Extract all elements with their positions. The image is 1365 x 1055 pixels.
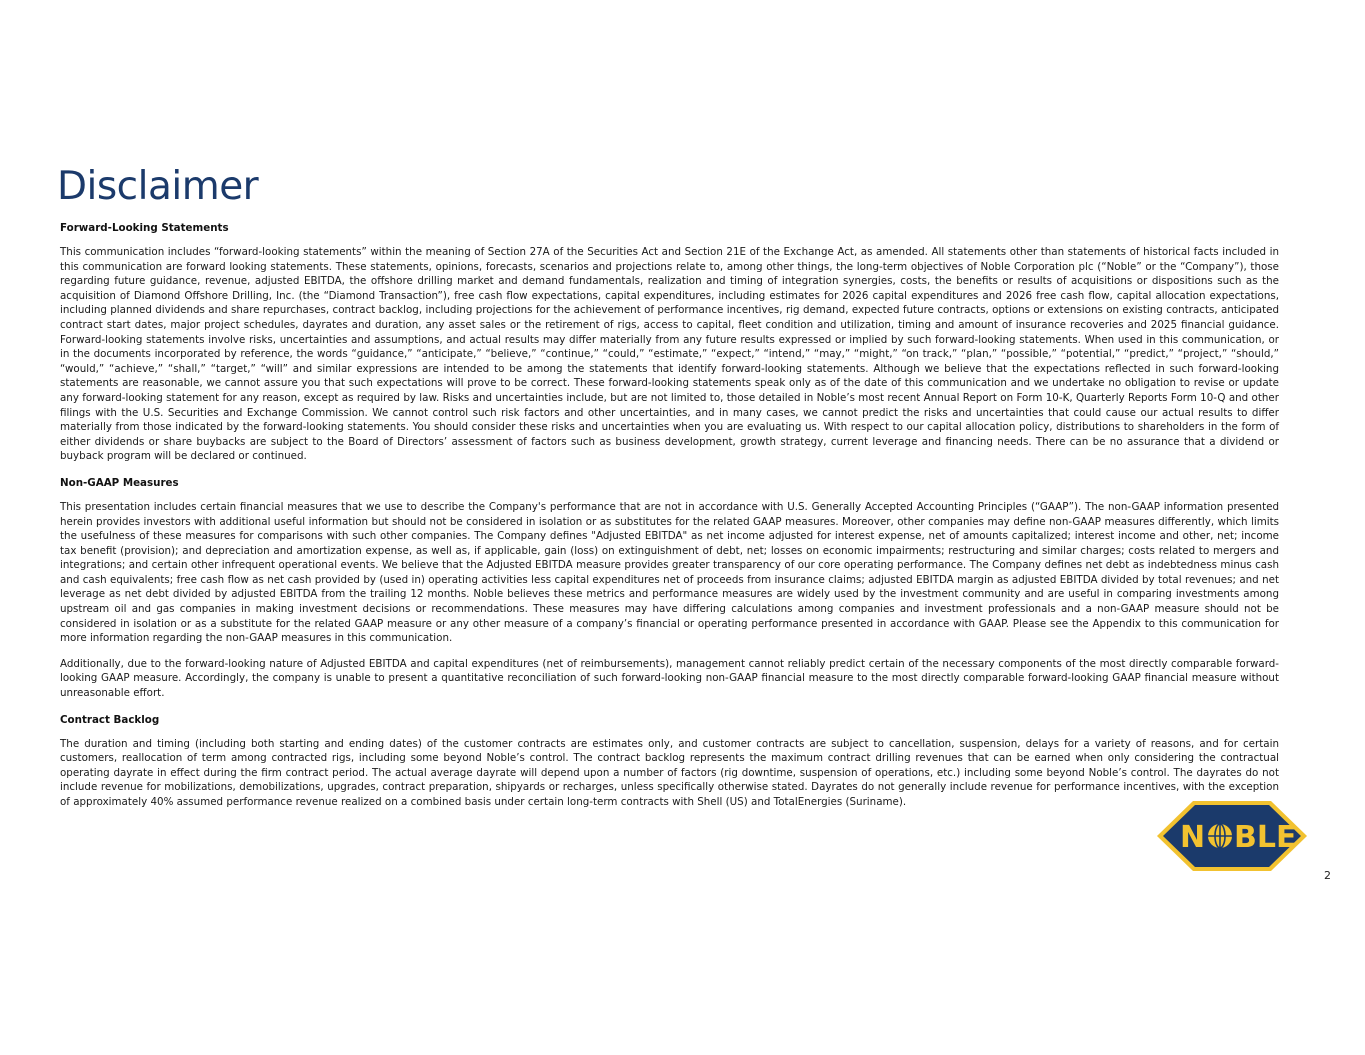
section-heading: Forward-Looking Statements [60,222,229,234]
noble-logo [1155,799,1309,873]
page-number: 2 [1324,869,1331,882]
page-title: Disclaimer [57,164,259,209]
disclaimer-body [60,221,1279,810]
section-heading: Non-GAAP Measures [60,476,179,489]
section-paragraph: Additionally, due to the forward-looking nature of Adjusted EBITDA and capital expenditures (net of reimbursements), management cannot reliably predict certain of the necessary components of the most directly comparable forward-looking GAAP measure. Accordingly, the company is unable to present a quantitative reconciliation of such forward-looking non-GAAP financial measure to the most directly comparable forward-looking GAAP financial measure without unreasonable effort. [60,657,1279,700]
section-forward-looking [60,221,1279,464]
section-non-gaap [60,476,1279,701]
section-paragraph: This presentation includes certain financial measures that we use to describe the Company's performance that are not in accordance with U.S. Generally Accepted Accounting Principles (“GAAP”). The non-GAAP information presented herein provides investors with additional useful information but should not be considered in isolation or as substitutes for the related GAAP measures. Moreover, other companies may define non-GAAP measures differently, which limits the usefulness of these measures for comparisons with such other companies. The Company defines "Adjusted EBITDA" as net income adjusted for interest expense, net of amounts capitalized; interest income and other, net; income tax benefit (provision); and depreciation and amortization expense, as well as, if applicable, gain (loss) on extinguishment of debt, net; losses on economic impairments; restructuring and similar charges; costs related to mergers and integrations; and certain other infrequent operational events. We believe that the Adjusted EBITDA measure provides greater transparency of our core operating performance. The Company defines net debt as indebtedness minus cash and cash equivalents; free cash flow as net cash provided by (used in) operating activities less capital expenditures net of proceeds from insurance claims; adjusted EBITDA margin as adjusted EBITDA divided by total revenues; and net leverage as net debt divided by adjusted EBITDA from the trailing 12 months. Noble believes these metrics and performance measures are widely used by the investment community and are useful in comparing investments among upstream oil and gas companies in making investment decisions or recommendations. These measures may have differing calculations among companies and investment professionals and a non-GAAP measure should not be considered in isolation or as a substitute for the related GAAP measure or any other measure of a company’s financial or operating performance presented in accordance with GAAP. Please see the Appendix to this communication for more information regarding the non-GAAP measures in this communication. [60,500,1279,645]
section-heading: Contract Backlog [60,713,160,726]
section-paragraph: This communication includes “forward-looking statements” within the meaning of Section 27A of the Securities Act and Section 21E of the Exchange Act, as amended. All statements other than statements of historical facts included in this communication are forward looking statements. These statements, opinions, forecasts, scenarios and projections relate to, among other things, the long-term objectives of Noble Corporation plc (“Noble” or the “Company”), those regarding future guidance, revenue, adjusted EBITDA, the offshore drilling market and demand fundamentals, realization and timing of integration synergies, costs, the benefits or results of acquisitions or dispositions such as the acquisition of Diamond Offshore Drilling, Inc. (the “Diamond Transaction”), free cash flow expectations, capital expenditures, including estimates for 2026 capital expenditures and 2026 free cash flow, capital allocation expectations, including planned dividends and share repurchases, contract backlog, including projections for the achievement of performance incentives, rig demand, expected future contracts, options or extensions on existing contracts, anticipated contract start dates, major project schedules, dayrates and duration, any asset sales or the retirement of rigs, access to capital, fleet condition and utilization, timing and amount of insurance recoveries and 2025 financial guidance. Forward-looking statements involve risks, uncertainties and assumptions, and actual results may differ materially from any future results expressed or implied by such forward-looking statements. When used in this communication, or in the documents incorporated by reference, the words “guidance,” “anticipate,” “believe,” “continue,” “could,” “estimate,” “expect,” “intend,” “may,” “might,” “on track,” “plan,” “possible,” “potential,” “predict,” “project,” “should,” “would,” “achieve,” “shall,” “target,” “will” and similar expressions are intended to be among the statements that identify forward-looking statements. Although we believe that the expectations reflected in such forward-looking statements are reasonable, we cannot assure you that such expectations will prove to be correct. These forward-looking statements speak only as of the date of this communication and we undertake no obligation to revise or update any forward-looking statement for any reason, except as required by law. Risks and uncertainties include, but are not limited to, those detailed in Noble’s most recent Annual Report on Form 10-K, Quarterly Reports Form 10-Q and other filings with the U.S. Securities and Exchange Commission. We cannot control such risk factors and other uncertainties, and in many cases, we cannot predict the risks and uncertainties that could cause our actual results to differ materially from those indicated by the forward-looking statements. You should consider these risks and uncertainties when you are evaluating us. With respect to our capital allocation policy, distributions to shareholders in the form of either dividends or share buybacks are subject to the Board of Directors’ assessment of factors such as business development, growth strategy, current leverage and financing needs. There can be no assurance that a dividend or buyback program will be declared or continued. [60,246,1279,463]
section-paragraph: The duration and timing (including both starting and ending dates) of the customer contracts are estimates only, and customer contracts are subject to cancellation, suspension, delays for a variety of reasons, and for certain customers, reallocation of term among contracted rigs, including some beyond Noble’s control. The contract backlog represents the maximum contract drilling revenues that can be earned when only considering the contractual operating dayrate in effect during the firm contract period. The actual average dayrate will depend upon a number of factors (rig downtime, suspension of operations, etc.) including some beyond Noble’s control. The dayrates do not include revenue for mobilizations, demobilizations, upgrades, contract preparation, shipyards or recharges, unless specifically otherwise stated. Dayrates do not generally include revenue for performance incentives, with the exception of approximately 40% assumed performance revenue realized on a combined basis under certain long-term contracts with Shell (US) and TotalEnergies (Suriname). [60,737,1279,808]
svg-text:N: N [1180,820,1206,855]
section-contract-backlog [60,713,1279,810]
svg-text:BLE: BLE [1234,820,1297,855]
